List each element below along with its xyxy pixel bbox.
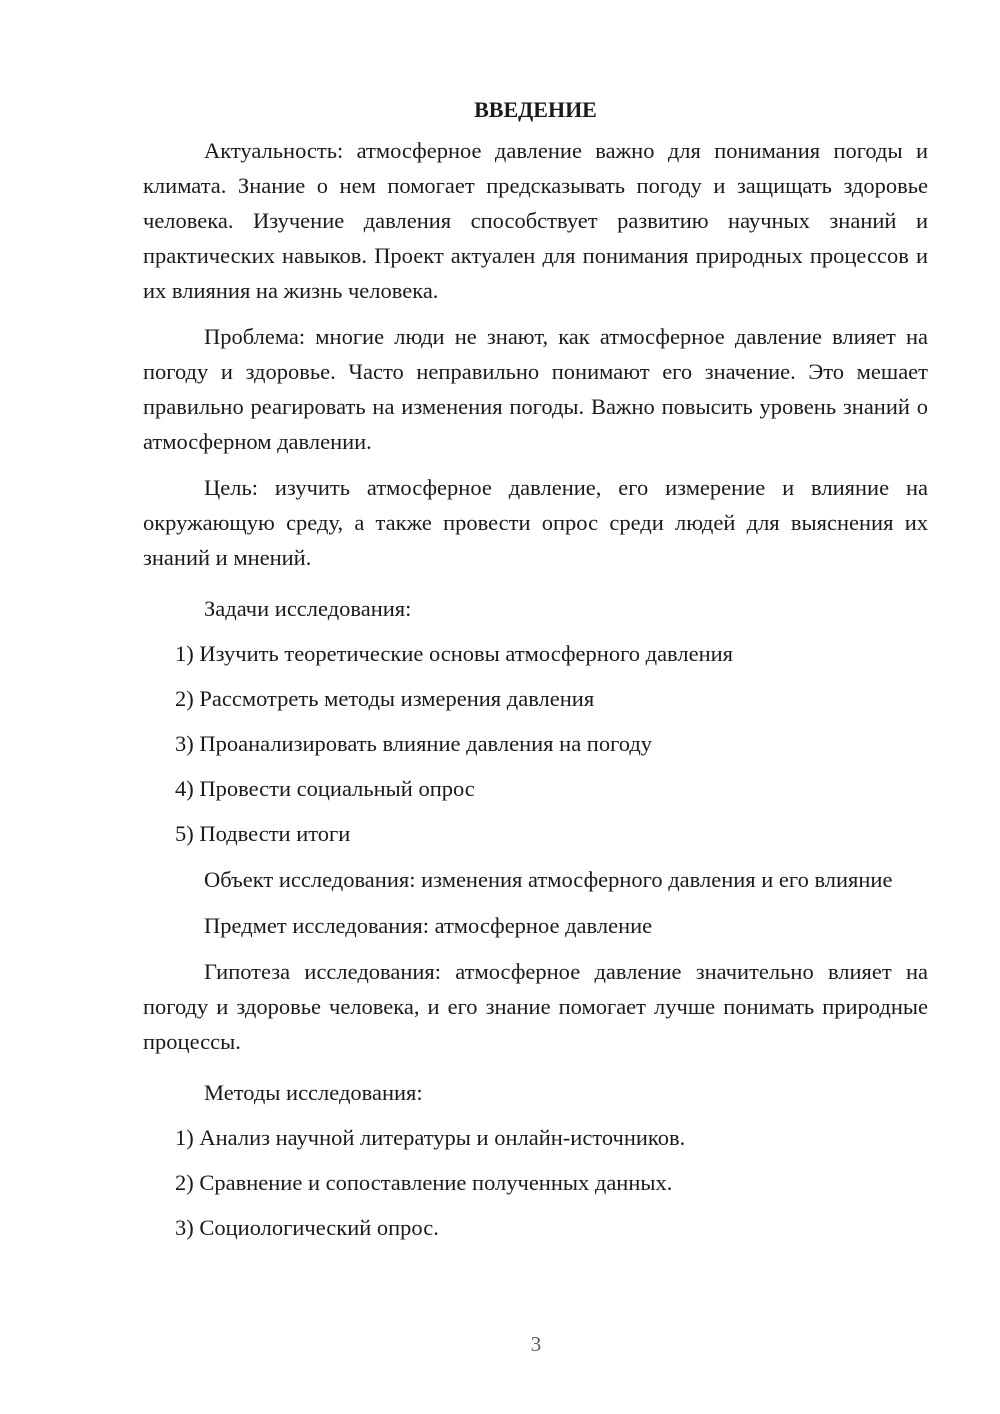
object-paragraph: Объект исследования: изменения атмосферного давления и его влияние: [204, 867, 893, 892]
hypothesis-paragraph: Гипотеза исследования: атмосферное давление значительно влияет на погоду и здоровье человека, и его знание помогает лучше понимать природные процессы.: [143, 959, 928, 1054]
tasks-list: [143, 636, 928, 851]
list-item: 1) Анализ научной литературы и онлайн-источников.: [175, 1125, 686, 1150]
page-number: 3: [530, 1332, 542, 1356]
page-content: [143, 92, 928, 1245]
list-item: 2) Сравнение и сопоставление полученных данных.: [175, 1170, 673, 1195]
list-item: 2) Рассмотреть методы измерения давления: [175, 686, 595, 711]
list-item: 5) Подвести итоги: [175, 821, 351, 846]
methods-list: [143, 1120, 928, 1245]
subject-paragraph: Предмет исследования: атмосферное давление: [204, 913, 653, 938]
relevance-paragraph: Актуальность: атмосферное давление важно для понимания погоды и климата. Знание о нем помогает предсказывать погоду и защищать здоровье человека. Изучение давления способствует развитию научных знаний и практических навыков. Проект актуален для понимания природных процессов и их влияния на жизнь человека.: [143, 138, 928, 303]
tasks-heading: Задачи исследования:: [204, 596, 412, 621]
methods-heading: Методы исследования:: [204, 1080, 423, 1105]
list-item: 4) Провести социальный опрос: [175, 776, 475, 801]
list-item: 3) Проанализировать влияние давления на погоду: [175, 731, 653, 756]
list-item: 3) Социологический опрос.: [175, 1215, 439, 1240]
goal-paragraph: Цель: изучить атмосферное давление, его измерение и влияние на окружающую среду, а также провести опрос среди людей для выяснения их знаний и мнений.: [143, 475, 928, 570]
list-item: 1) Изучить теоретические основы атмосферного давления: [175, 641, 734, 666]
problem-paragraph: Проблема: многие люди не знают, как атмосферное давление влияет на погоду и здоровье. Часто неправильно понимают его значение. Это мешает правильно реагировать на изменения погоды. Важно повысить уровень знаний о атмосферном давлении.: [143, 324, 928, 454]
section-title: ВВЕДЕНИЕ: [474, 97, 597, 122]
